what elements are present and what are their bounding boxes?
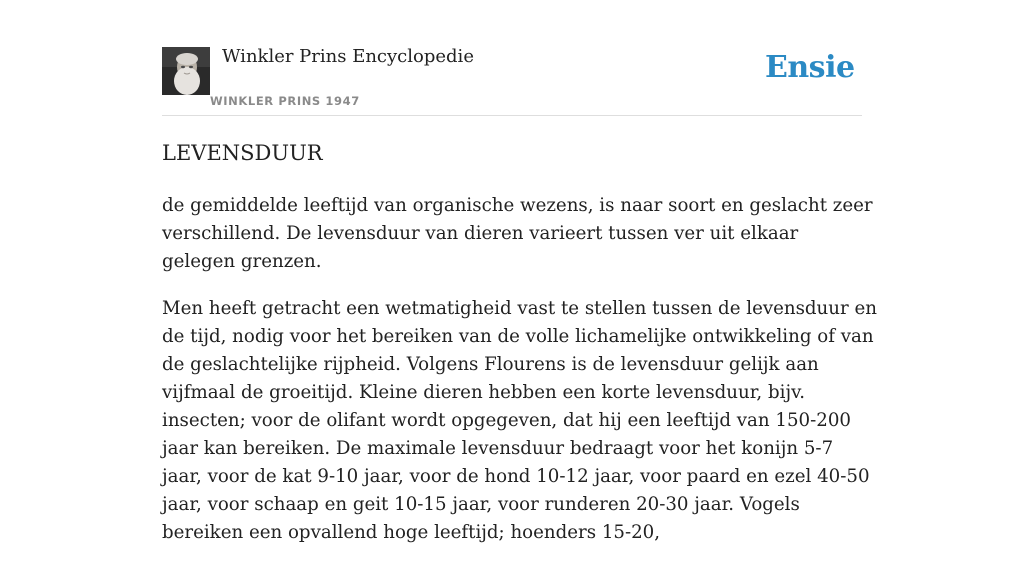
author-avatar[interactable]	[162, 47, 210, 95]
portrait-image	[162, 47, 210, 95]
ensie-logo[interactable]: Ensie	[765, 50, 855, 85]
header-divider	[162, 115, 862, 116]
article-paragraph: Men heeft getracht een wetmatigheid vast te stellen tussen de levensduur en de tijd, nodig voor het bereiken van de volle lichamelijke ontwikkeling of van de geslachtelijke rijpheid. Volgens Flourens is de levensduur gelijk aan vijfmaal de groeitijd. Kleine dieren hebben een korte levensduur, bijv. insecten; voor de olifant wordt opgegeven, dat hij een leeftijd van 150-200 jaar kan bereiken. De maximale levensduur bedraagt voor het konijn 5-7 jaar, voor de kat 9-10 jaar, voor de hond 10-12 jaar, voor paard en ezel 40-50 jaar, voor schaap en geit 10-15 jaar, voor runderen 20-30 jaar. Vogels bereiken een opvallend hoge leeftijd; hoenders 15-20,	[162, 298, 877, 543]
article-body	[162, 192, 877, 566]
source-label[interactable]: WINKLER PRINS 1947	[210, 94, 360, 108]
article-title: LEVENSDUUR	[162, 141, 323, 165]
site-name[interactable]: Winkler Prins Encyclopedie	[222, 46, 474, 67]
article-paragraph: de gemiddelde leeftijd van organische wezens, is naar soort en geslacht zeer verschillend. De levensduur van dieren varieert tussen ver uit elkaar gelegen grenzen.	[162, 195, 873, 272]
